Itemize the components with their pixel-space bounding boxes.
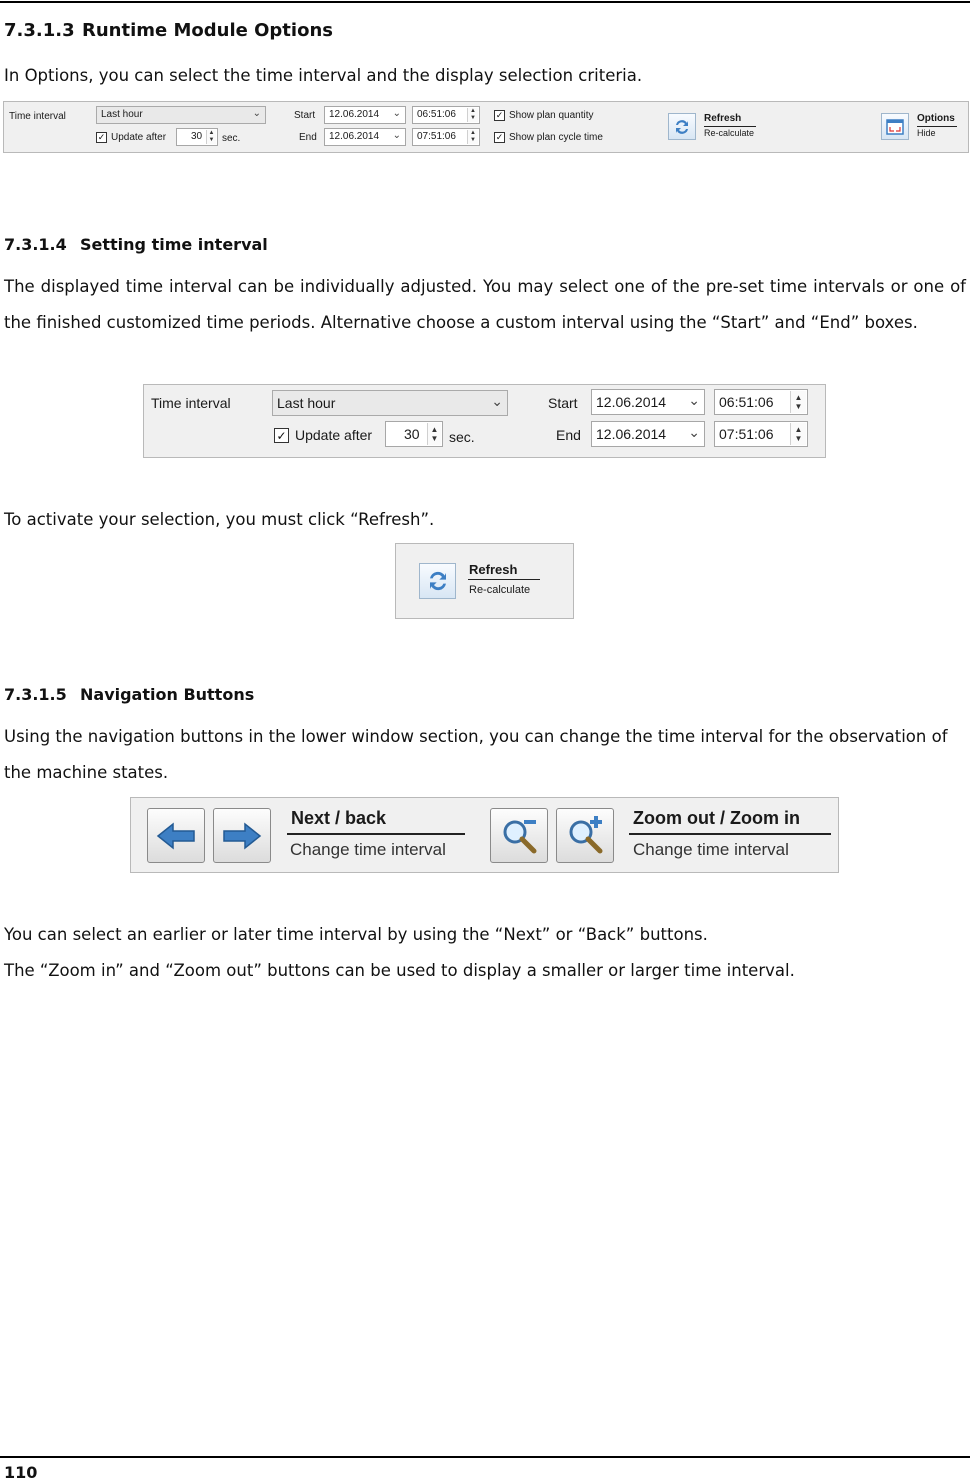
time-interval-select[interactable]: Last hour ⌄ xyxy=(272,390,508,416)
arrow-right-icon xyxy=(222,821,262,851)
time-interval-label: Time interval xyxy=(151,395,231,411)
next-button[interactable] xyxy=(213,808,271,863)
zoom-subtitle: Change time interval xyxy=(633,840,789,859)
options-toolbar-screenshot xyxy=(3,101,969,153)
divider xyxy=(468,579,540,580)
section-title: Runtime Module Options xyxy=(82,20,333,41)
divider xyxy=(917,126,957,127)
show-plan-cycle-checkbox[interactable]: ✓ xyxy=(495,132,504,142)
update-after-label: Update after xyxy=(111,132,167,143)
section-number: 7.3.1.5 xyxy=(4,685,67,704)
start-time-stepper[interactable]: 06:51:06 ▲ ▼ xyxy=(412,106,480,124)
update-interval-stepper[interactable]: 30 ▲ ▼ xyxy=(176,128,218,146)
start-date-picker[interactable]: 12.06.2014 ⌄ xyxy=(324,106,406,124)
chevron-down-icon: ⌄ xyxy=(688,392,700,408)
chevron-down-icon: ⌄ xyxy=(392,130,401,141)
refresh-button[interactable] xyxy=(668,113,696,140)
chevron-down-icon: ⌄ xyxy=(688,424,700,440)
refresh-screenshot xyxy=(395,543,574,619)
seconds-label: sec. xyxy=(449,429,475,445)
spinner-arrows-icon[interactable]: ▲ ▼ xyxy=(206,130,216,144)
zoom-out-button[interactable] xyxy=(490,808,548,863)
start-time-stepper[interactable]: 06:51:06 ▲ ▼ xyxy=(714,389,808,415)
back-button[interactable] xyxy=(147,808,205,863)
start-date-picker[interactable]: 12.06.2014 ⌄ xyxy=(591,389,705,415)
update-after-checkbox[interactable]: ✓ xyxy=(274,428,289,443)
zoom-in-button[interactable] xyxy=(556,808,614,863)
options-subtitle: Hide xyxy=(917,128,936,138)
update-after-checkbox[interactable]: ✓ xyxy=(97,132,106,142)
spinner-arrows-icon[interactable]: ▲ ▼ xyxy=(467,130,478,144)
navigation-buttons-screenshot xyxy=(130,797,839,873)
divider xyxy=(287,833,465,835)
section-heading-runtime-module-options xyxy=(4,20,333,41)
zoom-out-icon xyxy=(499,816,539,856)
spinner-arrows-icon[interactable]: ▲ ▼ xyxy=(467,108,478,122)
arrow-left-icon xyxy=(156,821,196,851)
page-number: 110 xyxy=(4,1463,38,1482)
refresh-subtitle: Re-calculate xyxy=(704,128,755,138)
start-label: Start xyxy=(548,395,578,411)
chevron-down-icon: ⌄ xyxy=(252,108,261,119)
header-rule xyxy=(0,1,970,3)
time-interval-screenshot xyxy=(143,384,826,458)
end-time-stepper[interactable]: 07:51:06 ▲ ▼ xyxy=(412,128,480,146)
refresh-title[interactable]: Refresh xyxy=(469,562,518,577)
divider xyxy=(704,126,756,127)
update-after-label: Update after xyxy=(295,427,373,443)
time-interval-label: Time interval xyxy=(9,111,66,122)
options-window-icon xyxy=(886,119,904,135)
refresh-button[interactable] xyxy=(419,563,456,599)
chevron-down-icon: ⌄ xyxy=(392,108,401,119)
divider xyxy=(629,833,831,835)
section-title: Setting time interval xyxy=(80,235,268,254)
spinner-arrows-icon[interactable]: ▲ ▼ xyxy=(790,391,806,413)
update-interval-stepper[interactable]: 30 ▲ ▼ xyxy=(385,421,443,447)
section-number: 7.3.1.4 xyxy=(4,235,67,254)
refresh-instruction-paragraph: To activate your selection, you must click “Refresh”. xyxy=(4,510,435,529)
zoom-title: Zoom out / Zoom in xyxy=(633,808,800,828)
zoom-paragraph: The “Zoom in” and “Zoom out” buttons can be used to display a smaller or larger time interval. xyxy=(4,961,795,980)
end-label: End xyxy=(299,132,317,143)
start-label: Start xyxy=(294,110,316,121)
seconds-label: sec. xyxy=(222,133,241,144)
next-back-subtitle: Change time interval xyxy=(290,840,446,859)
show-plan-quantity-checkbox[interactable]: ✓ xyxy=(495,110,504,120)
intro-paragraph: In Options, you can select the time interval and the display selection criteria. xyxy=(4,66,643,85)
footer-rule xyxy=(0,1456,970,1458)
next-back-paragraph: You can select an earlier or later time interval by using the “Next” or “Back” buttons. xyxy=(4,925,708,944)
spinner-arrows-icon[interactable]: ▲ ▼ xyxy=(427,423,441,445)
end-date-picker[interactable]: 12.06.2014 ⌄ xyxy=(591,421,705,447)
zoom-in-icon xyxy=(565,816,605,856)
next-back-title: Next / back xyxy=(291,808,387,828)
refresh-icon xyxy=(426,569,450,593)
spinner-arrows-icon[interactable]: ▲ ▼ xyxy=(790,423,806,445)
end-label: End xyxy=(556,427,581,443)
options-title[interactable]: Options xyxy=(917,113,955,124)
time-interval-select[interactable]: Last hour ⌄ xyxy=(96,106,266,124)
navigation-paragraph: Using the navigation buttons in the lower window section, you can change the time interval for the observation of the machine states. xyxy=(4,727,948,782)
section-number: 7.3.1.3 xyxy=(4,20,75,41)
show-plan-cycle-label: Show plan cycle time xyxy=(509,132,603,143)
chevron-down-icon: ⌄ xyxy=(491,393,503,409)
section-title: Navigation Buttons xyxy=(80,685,255,704)
refresh-title[interactable]: Refresh xyxy=(704,113,742,124)
refresh-icon xyxy=(673,118,691,136)
refresh-subtitle: Re-calculate xyxy=(469,584,531,596)
options-button[interactable] xyxy=(881,113,909,140)
section-heading-navigation-buttons xyxy=(4,685,254,704)
end-date-picker[interactable]: 12.06.2014 ⌄ xyxy=(324,128,406,146)
end-time-stepper[interactable]: 07:51:06 ▲ ▼ xyxy=(714,421,808,447)
show-plan-quantity-label: Show plan quantity xyxy=(509,110,594,121)
section-heading-setting-time-interval xyxy=(4,235,268,254)
time-interval-paragraph: The displayed time interval can be individually adjusted. You may select one of the pre-set time intervals or one of the finished customized time periods. Alternative choose a custom interval using the “Start” and “End” boxes. xyxy=(4,277,966,332)
